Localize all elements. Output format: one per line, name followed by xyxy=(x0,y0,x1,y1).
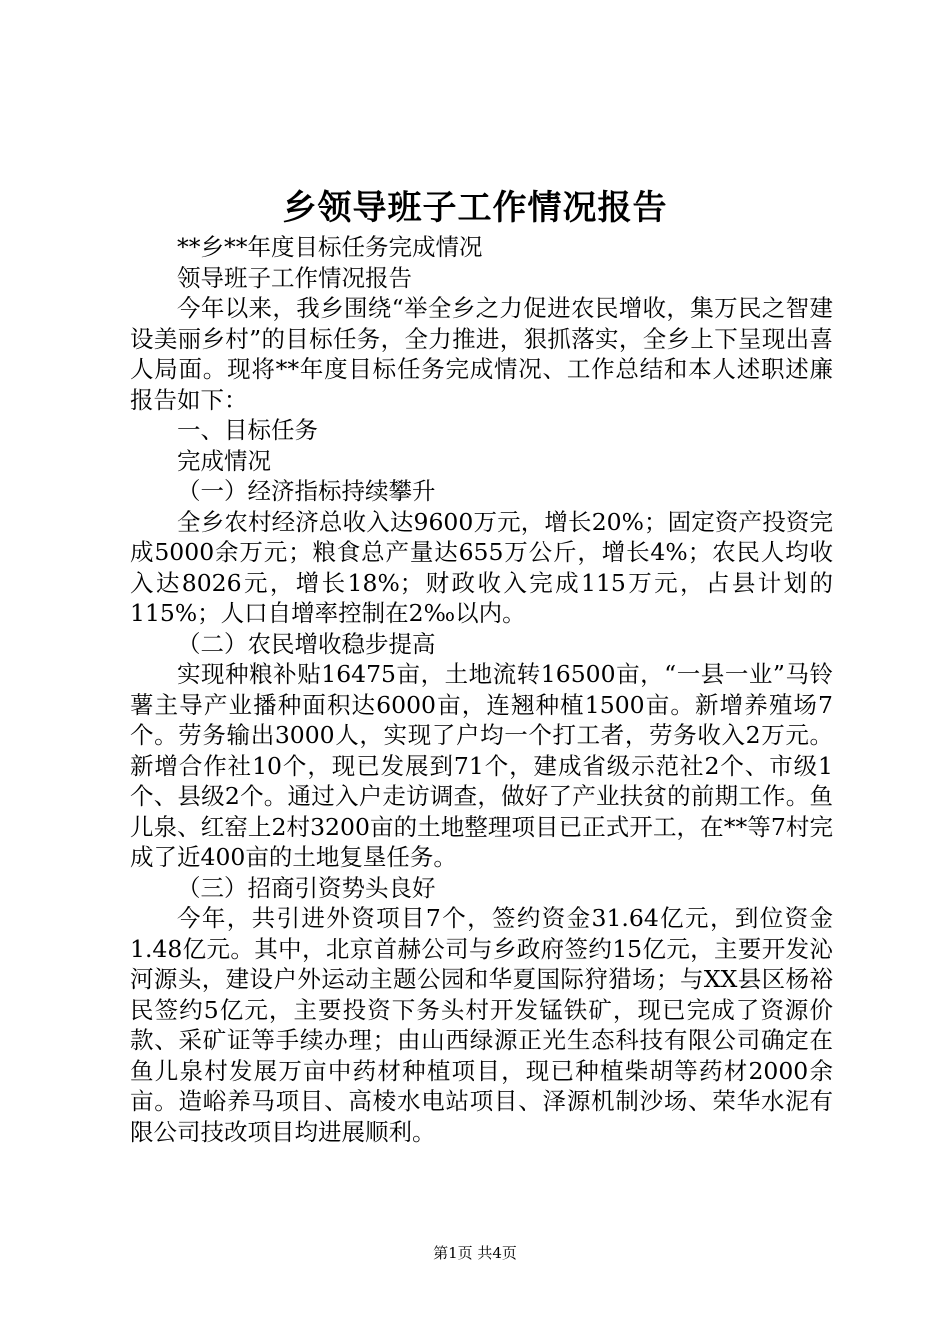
subsection-heading-1: （一）经济指标持续攀升 xyxy=(177,477,436,505)
section-heading-1: 一、目标任务 xyxy=(177,416,318,444)
subsection-heading-3: （三）招商引资势头良好 xyxy=(177,873,436,902)
paragraph-income: 实现种粮补贴16475亩，土地流转16500亩，“一县一业”马铃薯主导产业播种面积达6000亩，连翘种植1500亩。新增养殖场7个。劳务输出3000人，实现了户均一个打工者，劳务收入2万元。新增合作社10个，现已发展到71个，建成省级示范社2个、市级1个、县级2个。通过入户走访调查，做好了产业扶贫的前期工作。鱼儿泉、红窑上2村3200亩的土地整理项目已正式开工，在**等7村完成了近400亩的土地复垦任务。 xyxy=(130,660,833,871)
paragraph-investment: 今年，共引进外资项目7个，签约资金31.64亿元，到位资金1.48亿元。其中，北京首赫公司与乡政府签约15亿元，主要开发沁河源头，建设户外运动主题公园和华夏国际狩猎场；与XX县区杨裕民签约5亿元，主要投资下务头村开发锰铁矿，现已完成了资源价款、采矿证等手续办理；由山西绿源正光生态科技有限公司确定在鱼儿泉村发展万亩中药材种植项目，现已种植柴胡等药材2000余亩。造峪养马项目、高棱水电站项目、泽源机制沙场、荣华水泥有限公司技改项目均进展顺利。 xyxy=(130,904,833,1146)
paragraph-economy: 全乡农村经济总收入达9600万元，增长20%；固定资产投资完成5000余万元；粮食总产量达655万公斤，增长4%；农民人均收入达8026元，增长18%；财政收入完成115万元，占县计划的115%；人口自增率控制在2‰以内。 xyxy=(130,507,833,627)
subsection-heading-2: （二）农民增收稳步提高 xyxy=(177,629,436,658)
document-body xyxy=(130,232,833,1147)
paragraph-subtitle-1: **乡**年度目标任务完成情况 xyxy=(177,233,483,261)
page-footer: 第1页 共4页 xyxy=(433,1244,517,1262)
section-heading-1-cont: 完成情况 xyxy=(177,446,271,475)
paragraph-subtitle-2: 领导班子工作情况报告 xyxy=(177,263,412,292)
paragraph-intro: 今年以来，我乡围绕“举全乡之力促进农民增收，集万民之智建设美丽乡村”的目标任务，全力推进，狠抓落实，全乡上下呈现出喜人局面。现将**年度目标任务完成情况、工作总结和本人述职述廉报告如下： xyxy=(130,294,833,414)
document-title: 乡领导班子工作情况报告 xyxy=(282,188,668,228)
